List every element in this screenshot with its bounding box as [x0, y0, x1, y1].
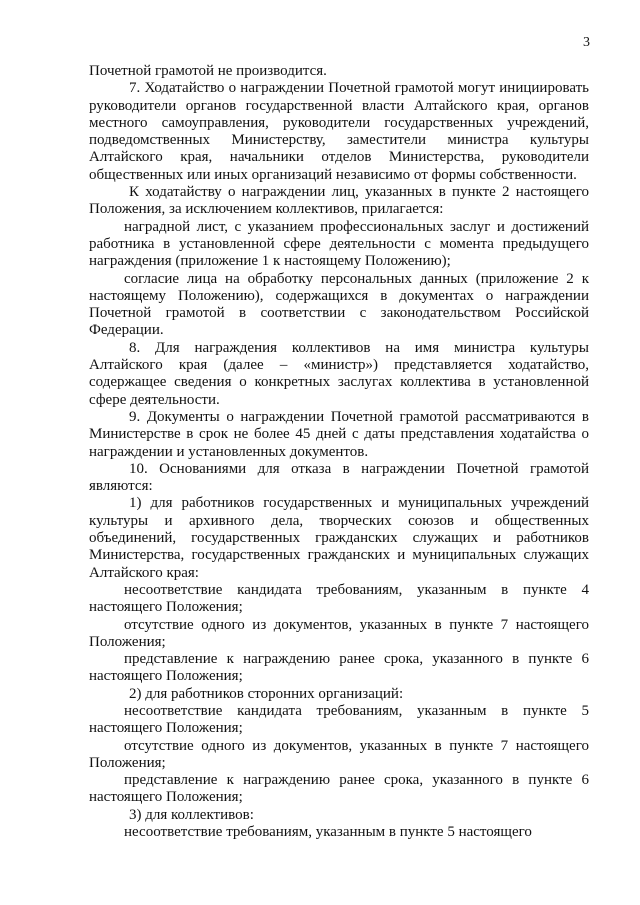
- paragraph: 9. Документы о награждении Почетной грамотой рассматриваются в Министерстве в срок не более 45 дней с даты представления ходатайства о награждении и установленных документов.: [89, 408, 589, 460]
- paragraph: отсутствие одного из документов, указанных в пункте 7 настоящего Положения;: [89, 737, 589, 771]
- paragraph: 2) для работников сторонних организаций:: [129, 685, 404, 702]
- page-number: 3: [583, 35, 590, 50]
- paragraph: несоответствие кандидата требованиям, указанным в пункте 4 настоящего Положения;: [89, 581, 589, 616]
- paragraph: К ходатайству о награждении лиц, указанных в пункте 2 настоящего Положения, за исключением коллективов, прилагается:: [89, 184, 589, 218]
- paragraph: согласие лица на обработку персональных данных (приложение 2 к настоящему Положению), содержащихся в документах о награждении Почетной грамотой в соответствии с законодательством Российской Федерации.: [89, 270, 589, 339]
- paragraph: 8. Для награждения коллективов на имя министра культуры Алтайского края (далее – «министр») представляется ходатайство, содержащее сведения о конкретных заслугах коллектива в установленной сфере деятельности.: [89, 339, 589, 408]
- paragraph: представление к награждению ранее срока, указанного в пункте 6 настоящего Положения;: [89, 651, 589, 685]
- paragraph: несоответствие кандидата требованиям, указанным в пункте 5 настоящего Положения;: [89, 702, 589, 737]
- paragraph: представление к награждению ранее срока, указанного в пункте 6 настоящего Положения;: [89, 772, 589, 806]
- paragraph: 7. Ходатайство о награждении Почетной грамотой могут инициировать руководители органов государственной власти Алтайского края, органов местного самоуправления, руководители государственных учреждений, подведомственных Министерству, заместители министра культуры Алтайского края, начальники отделов Министерства, руководители общественных или иных организаций независимо от формы собственности.: [89, 80, 589, 183]
- paragraph: 3) для коллективов:: [129, 806, 254, 823]
- document-body: [89, 63, 589, 841]
- paragraph: наградной лист, с указанием профессиональных заслуг и достижений работника в установленной сфере деятельности с момента предыдущего награждения (приложение 1 к настоящему Положению);: [89, 218, 589, 270]
- paragraph: отсутствие одного из документов, указанных в пункте 7 настоящего Положения;: [89, 616, 589, 650]
- paragraph: 1) для работников государственных и муниципальных учреждений культуры и архивного дела, творческих союзов и общественных объединений, государственных гражданских служащих и работников Министерства, государственных гражданских и муниципальных служащих Алтайского края:: [89, 495, 589, 581]
- paragraph: несоответствие требованиям, указанным в пункте 5 настоящего: [124, 824, 532, 841]
- paragraph: 10. Основаниями для отказа в награждении Почетной грамотой являются:: [89, 460, 589, 495]
- paragraph: Почетной грамотой не производится.: [89, 63, 327, 79]
